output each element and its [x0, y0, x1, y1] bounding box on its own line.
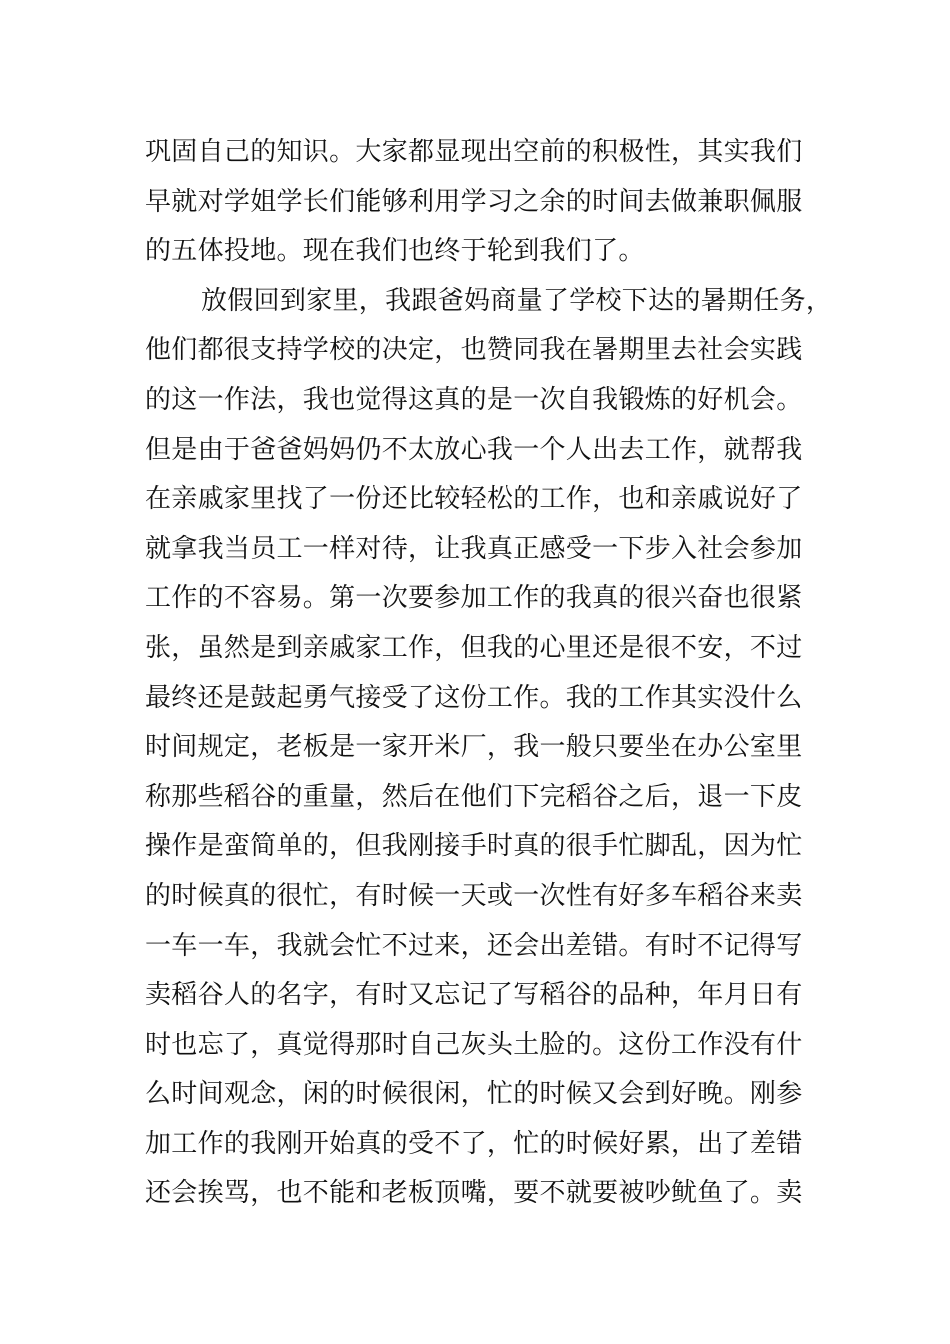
text-line-1: 巩固自己的知识。大家都显现出空前的积极性，其实我们	[145, 137, 803, 167]
text-line-20: 么时间观念，闲的时候很闲，忙的时候又会到好晚。刚参	[145, 1079, 803, 1110]
text-line-5: 他们都很支持学校的决定，也赞同我在暑期里去社会实践	[145, 335, 803, 366]
text-line-9: 就拿我当员工一样对待，让我真正感受一下步入社会参加	[145, 533, 803, 564]
text-line-13: 时间规定，老板是一家开米厂，我一般只要坐在办公室里	[145, 732, 803, 763]
body-text	[145, 128, 833, 1219]
paragraph-start-line: 放假回到家里，我跟爸妈商量了学校下达的暑期任务，	[201, 285, 833, 316]
text-line-22: 还会挨骂，也不能和老板顶嘴，要不就要被吵鱿鱼了。卖	[145, 1178, 803, 1209]
text-line-11: 张，虽然是到亲戚家工作，但我的心里还是很不安，不过	[145, 632, 803, 663]
text-line-18: 卖稻谷人的名字，有时又忘记了写稻谷的品种，年月日有	[145, 980, 803, 1011]
text-line-15: 操作是蛮简单的，但我刚接手时真的很手忙脚乱，因为忙	[145, 831, 803, 862]
text-line-19: 时也忘了，真觉得那时自己灰头土脸的。这份工作没有什	[145, 1029, 803, 1060]
text-line-6: 的这一作法，我也觉得这真的是一次自我锻炼的好机会。	[145, 384, 803, 415]
text-line-3: 的五体投地。现在我们也终于轮到我们了。	[145, 236, 645, 267]
text-line-17: 一车一车，我就会忙不过来，还会出差错。有时不记得写	[145, 930, 803, 961]
text-line-10: 工作的不容易。第一次要参加工作的我真的很兴奋也很紧	[145, 583, 803, 614]
text-line-7: 但是由于爸爸妈妈仍不太放心我一个人出去工作，就帮我	[145, 434, 803, 465]
text-line-12: 最终还是鼓起勇气接受了这份工作。我的工作其实没什么	[145, 682, 803, 713]
text-line-14: 称那些稻谷的重量，然后在他们下完稻谷之后，退一下皮	[145, 781, 803, 812]
text-line-21: 加工作的我刚开始真的受不了，忙的时候好累，出了差错	[145, 1128, 803, 1159]
text-line-16: 的时候真的很忙，有时候一天或一次性有好多车稻谷来卖	[145, 880, 803, 911]
text-line-8: 在亲戚家里找了一份还比较轻松的工作，也和亲戚说好了	[145, 484, 803, 515]
text-line-2: 早就对学姐学长们能够利用学习之余的时间去做兼职佩服	[145, 186, 803, 217]
